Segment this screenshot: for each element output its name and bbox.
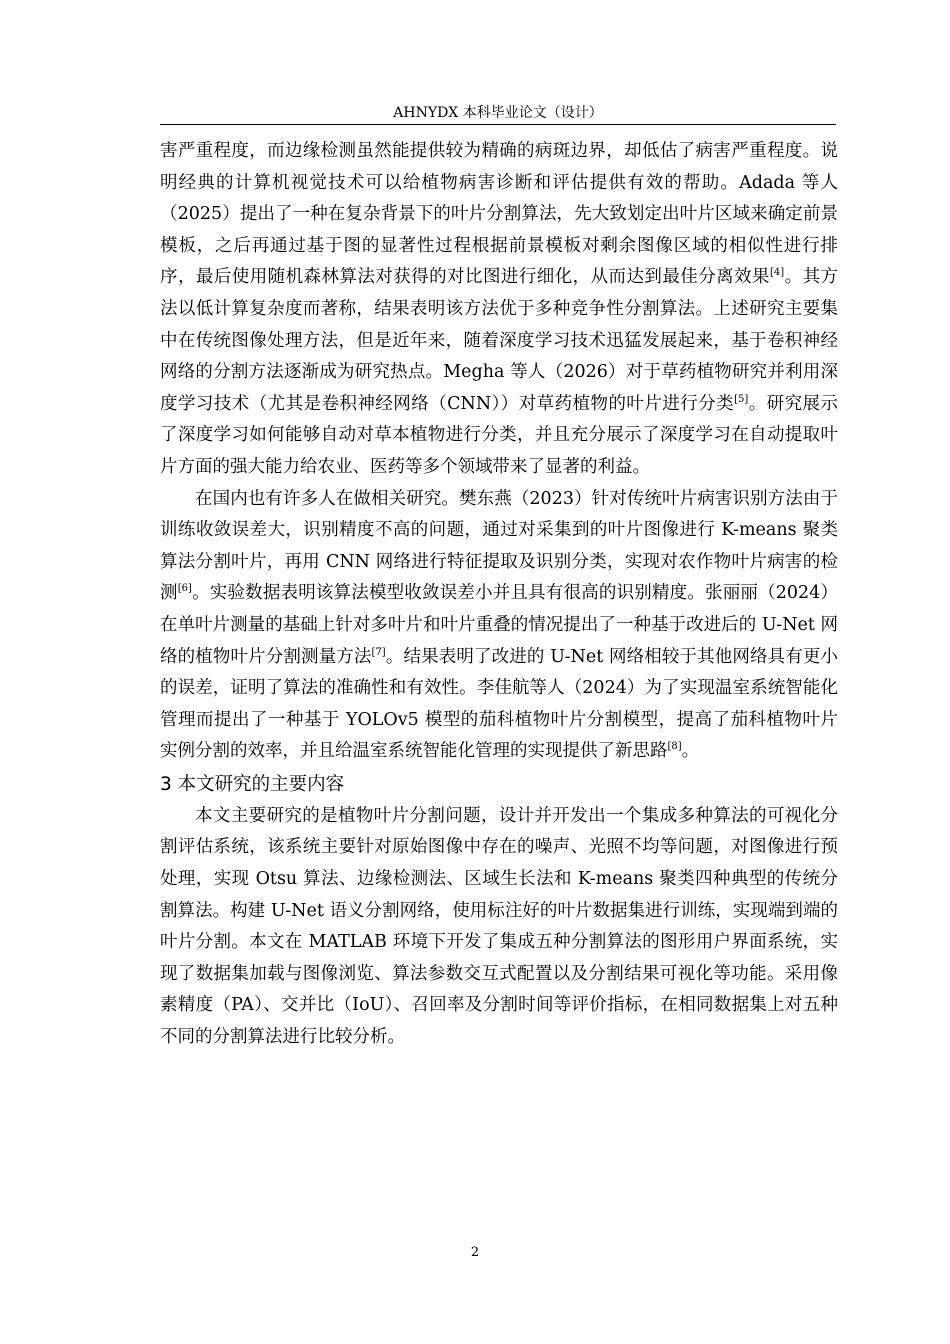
citation-6: [6] (177, 583, 192, 595)
paragraph-text: 。其方法以低计算复杂度而著称，结果表明该方法优于多种竞争性分割算法。上述研究主要集中在传统图像处理方法，但是近年来，随着深度学习技术迅猛发展起来，基于卷积神经网络的分割方法逐渐成为研究热点。Megha 等人（2026）对于草药植物研究并利用深度学习技术（尤其是卷积神经网络（CNN））对草药植物的叶片进行分类 (160, 267, 839, 414)
paragraph-continued (160, 136, 838, 484)
section-heading: 3 本文研究的主要内容 (160, 773, 345, 795)
paragraph-text: 害严重程度，而边缘检测虽然能提供较为精确的病斑边界，却低估了病害严重程度。说明经典的计算机视觉技术可以给植物病害诊断和评估提供有效的帮助。Adada 等人（2025）提出了一种在复杂背景下的叶片分割算法，先大致划定出叶片区域来确定前景模板，之后再通过基于图的显著性过程根据前景模板对剩余图像区域的相似性进行排序，最后使用随机森林算法对获得的对比图进行细化，从而达到最佳分离效果 (160, 141, 838, 288)
page-body (160, 136, 838, 1054)
header-rule (160, 124, 836, 125)
paragraph-main-content: 本文主要研究的是植物叶片分割问题，设计并开发出一个集成多种算法的可视化分割评估系统，该系统主要针对原始图像中存在的噪声、光照不均等问题，对图像进行预处理，实现 Otsu 算法、边缘检测法、区域生长法和 K-means 聚类四种典型的传统分割算法。构建 U-Net 语义分割网络，使用标注好的叶片数据集进行训练，实现端到端的叶片分割。本文在 MATLAB 环境下开发了集成五种分割算法的图形用户界面系统，实现了数据集加载与图像浏览、算法参数交互式配置以及分割结果可视化等功能。采用像素精度（PA）、交并比（IoU）、召回率及分割时间等评价指标，在相同数据集上对五种不同的分割算法进行比较分析。 (160, 805, 838, 1048)
running-header: AHNYDX 本科毕业论文（设计） (393, 105, 603, 121)
paragraph-text: 。结果表明了改进的 U-Net 网络相较于其他网络具有更小的误差，证明了算法的准确性和有效性。李佳航等人（2024）为了实现温室系统智能化管理而提出了一种基于 YOLOv5 模型的茄科植物叶片分割模型，提高了茄科植物叶片实例分割的效率，并且给温室系统智能化管理的实现提供了新思路 (160, 646, 838, 762)
citation-5: [5] (734, 393, 749, 405)
paragraph-text: 。研究展示了深度学习如何能够自动对草本植物进行分类，并且充分展示了深度学习在自动提取叶片方面的强大能力给农业、医药等多个领域带来了显著的利益。 (160, 393, 838, 477)
paragraph-text: 。 (681, 741, 700, 762)
citation-4: [4] (770, 267, 785, 279)
paragraph-domestic-research (160, 484, 838, 768)
page-number: 2 (470, 1245, 480, 1260)
paragraph-text: 。实验数据表明该算法模型收敛误差小并且具有很高的识别精度。张丽丽（2024）在单叶片测量的基础上针对多叶片和叶片重叠的情况提出了一种基于改进后的 U-Net 网络的植物叶片分割测量方法 (160, 583, 839, 667)
citation-8: [8] (667, 741, 682, 753)
paragraph-text: 在国内也有许多人在做相关研究。樊东燕（2023）针对传统叶片病害识别方法由于训练收敛误差大，识别精度不高的问题，通过对采集到的叶片图像进行 K-means 聚类算法分割叶片，再用 CNN 网络进行特征提取及识别分类，实现对农作物叶片病害的检测 (160, 488, 838, 604)
citation-7: [7] (371, 646, 386, 658)
